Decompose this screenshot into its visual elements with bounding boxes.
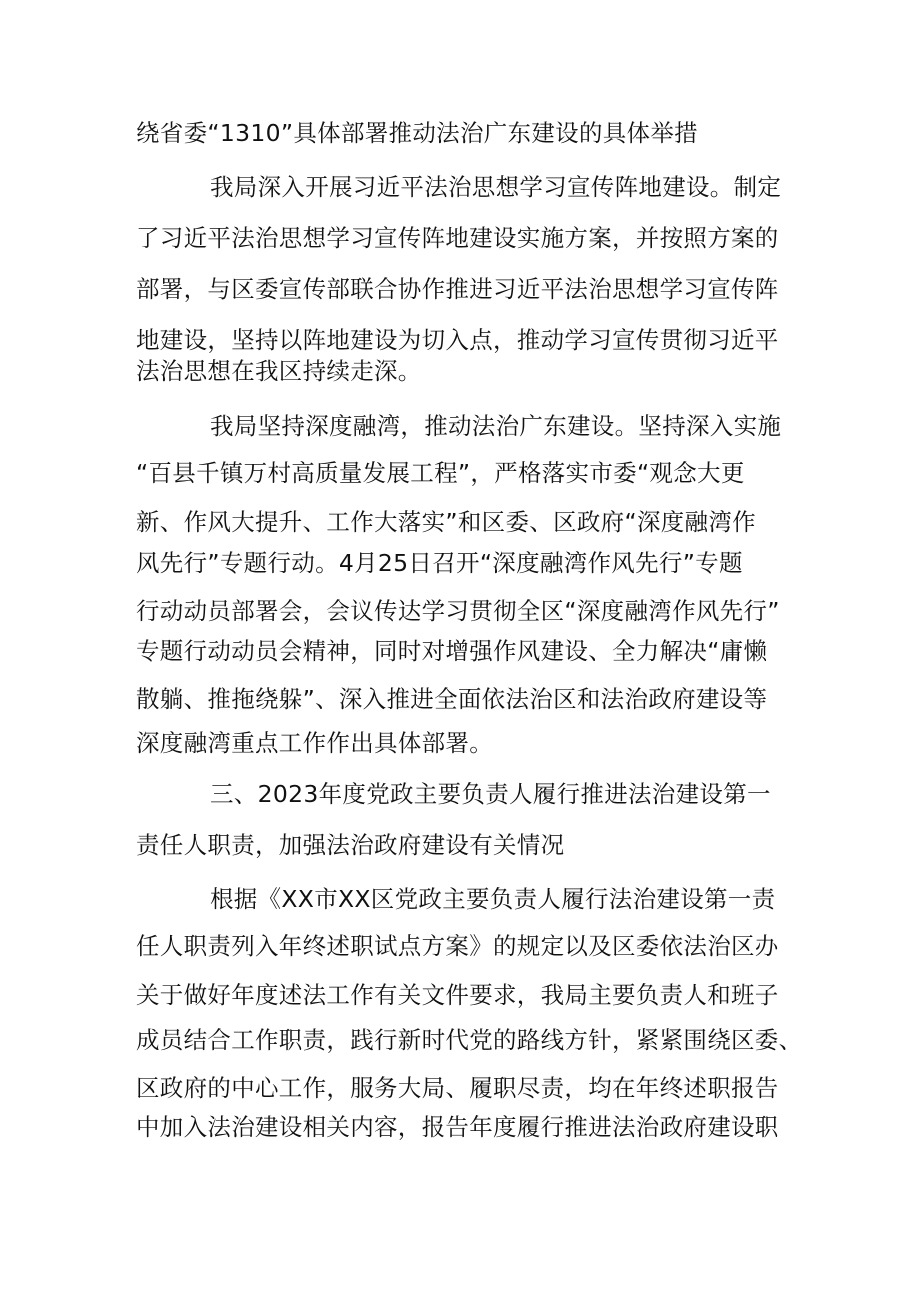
text-line-19: 关于做好年度述法工作有关文件要求，我局主要负责人和班子 — [136, 981, 779, 1009]
text-line-13: 散躺、推拖绕躲”、深入推进全面依法治区和法治政府建设等 — [136, 685, 768, 713]
text-line-1: 绕省委“1310”具体部署推动法治广东建设的具体举措 — [136, 119, 698, 147]
text-line-3: 了习近平法治思想学习宣传阵地建设实施方案，并按照方案的 — [136, 224, 779, 252]
text-line-17: 根据《XX市XX区党政主要负责人履行法治建设第一责 — [210, 885, 776, 913]
text-line-21: 区政府的中心工作，服务大局、履职尽责，均在年终述职报告 — [136, 1074, 779, 1102]
text-line-10: 风先行”专题行动。4月25日召开“深度融湾作风先行”专题 — [136, 549, 743, 577]
text-line-22: 中加入法治建设相关内容，报告年度履行推进法治政府建设职 — [136, 1113, 779, 1141]
text-line-11: 行动动员部署会，会议传达学习贯彻全区“深度融湾作风先行” — [136, 597, 780, 625]
text-line-9: 新、作风大提升、工作大落实”和区委、区政府“深度融湾作 — [136, 508, 756, 536]
text-line-14: 深度融湾重点工作作出具体部署。 — [136, 729, 493, 757]
text-line-8: “百县千镇万村高质量发展工程”，严格落实市委“观念大更 — [136, 459, 745, 487]
text-line-4: 部署，与区委宣传部联合协作推进习近平法治思想学习宣传阵 — [136, 275, 779, 303]
text-line-12: 专题行动动员会精神，同时对增强作风建设、全力解决“庸懒 — [136, 637, 768, 665]
text-line-6: 法治思想在我区持续走深。 — [136, 357, 422, 385]
section-heading-line-2: 责任人职责，加强法治政府建设有关情况 — [136, 831, 565, 859]
text-line-5: 地建设，坚持以阵地建设为切入点，推动学习宣传贯彻习近平 — [136, 326, 779, 354]
text-line-2: 我局深入开展习近平法治思想学习宣传阵地建设。制定 — [210, 173, 782, 201]
text-line-7: 我局坚持深度融湾，推动法治广东建设。坚持深入实施 — [210, 412, 782, 440]
text-line-18: 任人职责列入年终述职试点方案》的规定以及区委依法治区办 — [136, 932, 779, 960]
text-line-20: 成员结合工作职责，践行新时代党的路线方针，紧紧围绕区委、 — [136, 1026, 803, 1054]
section-heading-line-1: 三、2023年度党政主要负责人履行推进法治建设第一 — [210, 780, 771, 808]
